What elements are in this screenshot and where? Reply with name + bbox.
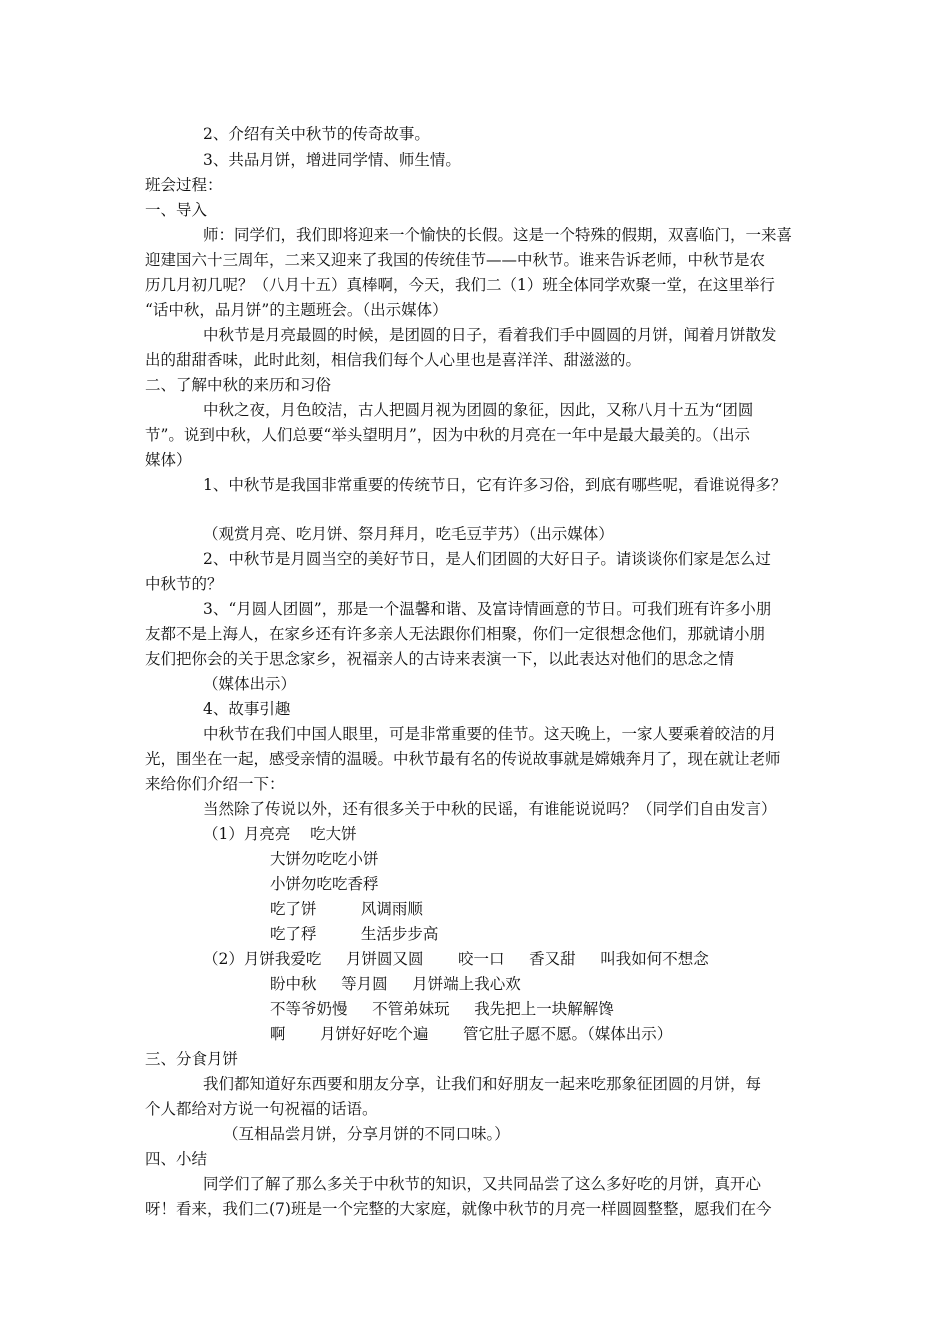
- paragraph-line: 个人都给对方说一句祝福的话语。: [145, 1100, 378, 1118]
- paragraph-line: 1、中秋节是我国非常重要的传统节日，它有许多习俗，到底有哪些呢，看谁说得多？: [203, 476, 787, 494]
- paragraph-line: 中秋节在我们中国人眼里，可是非常重要的佳节。这天晚上，一家人要乘着皎洁的月: [203, 725, 777, 743]
- rhyme-line: 吃了饼 风调雨顺: [270, 900, 423, 918]
- paragraph-line: 光，围坐在一起，感受亲情的温暖。中秋节最有名的传说故事就是嫦娥奔月了，现在就让老师: [145, 750, 781, 768]
- paragraph-line: 同学们了解了那么多关于中秋节的知识，又共同品尝了这么多好吃的月饼，真开心: [203, 1175, 762, 1193]
- rhyme-line: 小饼勿吃吃香稃: [270, 875, 379, 893]
- paragraph-line: （观赏月亮、吃月饼、祭月拜月，吃毛豆芋艿）（出示媒体）: [203, 525, 614, 543]
- section-heading-summary: 四、小结: [145, 1150, 208, 1168]
- paragraph-line: 来给你们介绍一下：: [145, 775, 285, 793]
- goal-line-2: 2、介绍有关中秋节的传奇故事。: [203, 125, 430, 143]
- section-heading-history: 二、了解中秋的来历和习俗: [145, 376, 332, 394]
- paragraph-line: 历几月初几呢？（八月十五）真棒啊，今天，我们二（1）班全体同学欢聚一堂，在这里举行: [145, 276, 775, 294]
- paragraph-line: 中秋节是月亮最圆的时候，是团圆的日子，看着我们手中圆圆的月饼，闻着月饼散发: [203, 326, 777, 344]
- rhyme-line: （1）月亮亮 吃大饼: [203, 825, 357, 843]
- paragraph-line: 师：同学们，我们即将迎来一个愉快的长假。这是一个特殊的假期，双喜临门，一来喜: [203, 226, 793, 244]
- rhyme-line: 啊 月饼好好吃个遍 管它肚子愿不愿。（媒体出示）: [270, 1025, 673, 1043]
- paragraph-line: 呀！看来，我们二(7)班是一个完整的大家庭，就像中秋节的月亮一样圆圆整整，愿我们在今: [145, 1200, 772, 1218]
- paragraph-line: 当然除了传说以外，还有很多关于中秋的民谣，有谁能说说吗？（同学们自由发言）: [203, 800, 777, 818]
- paragraph-line: “话中秋，品月饼”的主题班会。（出示媒体）: [145, 301, 448, 319]
- section-heading-intro: 一、导入: [145, 201, 208, 219]
- section-heading-process: 班会过程：: [145, 176, 223, 194]
- paragraph-line: 中秋之夜，月色皎洁，古人把圆月视为团圆的象征，因此，又称八月十五为“团圆: [203, 401, 754, 419]
- paragraph-line: 3、“月圆人团圆”，那是一个温馨和谐、及富诗情画意的节日。可我们班有许多小朋: [203, 600, 772, 618]
- paragraph-line: （互相品尝月饼，分享月饼的不同口味。）: [223, 1125, 510, 1143]
- paragraph-line: 节”。说到中秋，人们总要“举头望明月”，因为中秋的月亮在一年中是最大最美的。（出示: [145, 426, 751, 444]
- paragraph-line: 我们都知道好东西要和朋友分享，让我们和好朋友一起来吃那象征团圆的月饼，每: [203, 1075, 762, 1093]
- rhyme-line: 吃了稃 生活步步高: [270, 925, 439, 943]
- rhyme-line: 盼中秋 等月圆 月饼端上我心欢: [270, 975, 521, 993]
- goal-line-3: 3、共品月饼，增进同学情、师生情。: [203, 151, 461, 169]
- paragraph-line: 4、故事引趣: [203, 700, 291, 718]
- rhyme-line: 大饼勿吃吃小饼: [270, 850, 379, 868]
- paragraph-line: 友们把你会的关于思念家乡，祝福亲人的古诗来表演一下，以此表达对他们的思念之情: [145, 650, 735, 668]
- paragraph-line: 中秋节的？: [145, 575, 223, 593]
- section-heading-share: 三、分食月饼: [145, 1050, 239, 1068]
- paragraph-line: 出的甜甜香味，此时此刻，相信我们每个人心里也是喜洋洋、甜滋滋的。: [145, 351, 642, 369]
- rhyme-line: 不等爷奶慢 不管弟妹玩 我先把上一块解解馋: [270, 1000, 614, 1018]
- paragraph-line: 迎建国六十三周年，二来又迎来了我国的传统佳节——中秋节。谁来告诉老师，中秋节是农: [145, 251, 766, 269]
- paragraph-line: 友都不是上海人，在家乡还有许多亲人无法跟你们相聚，你们一定很想念他们，那就请小朋: [145, 625, 766, 643]
- paragraph-line: 2、中秋节是月圆当空的美好节日，是人们团圆的大好日子。请谈谈你们家是怎么过: [203, 550, 771, 568]
- paragraph-line: （媒体出示）: [203, 675, 297, 693]
- rhyme-line: （2）月饼我爱吃 月饼圆又圆 咬一口 香又甜 叫我如何不想念: [203, 950, 709, 968]
- paragraph-line: 媒体）: [145, 451, 192, 469]
